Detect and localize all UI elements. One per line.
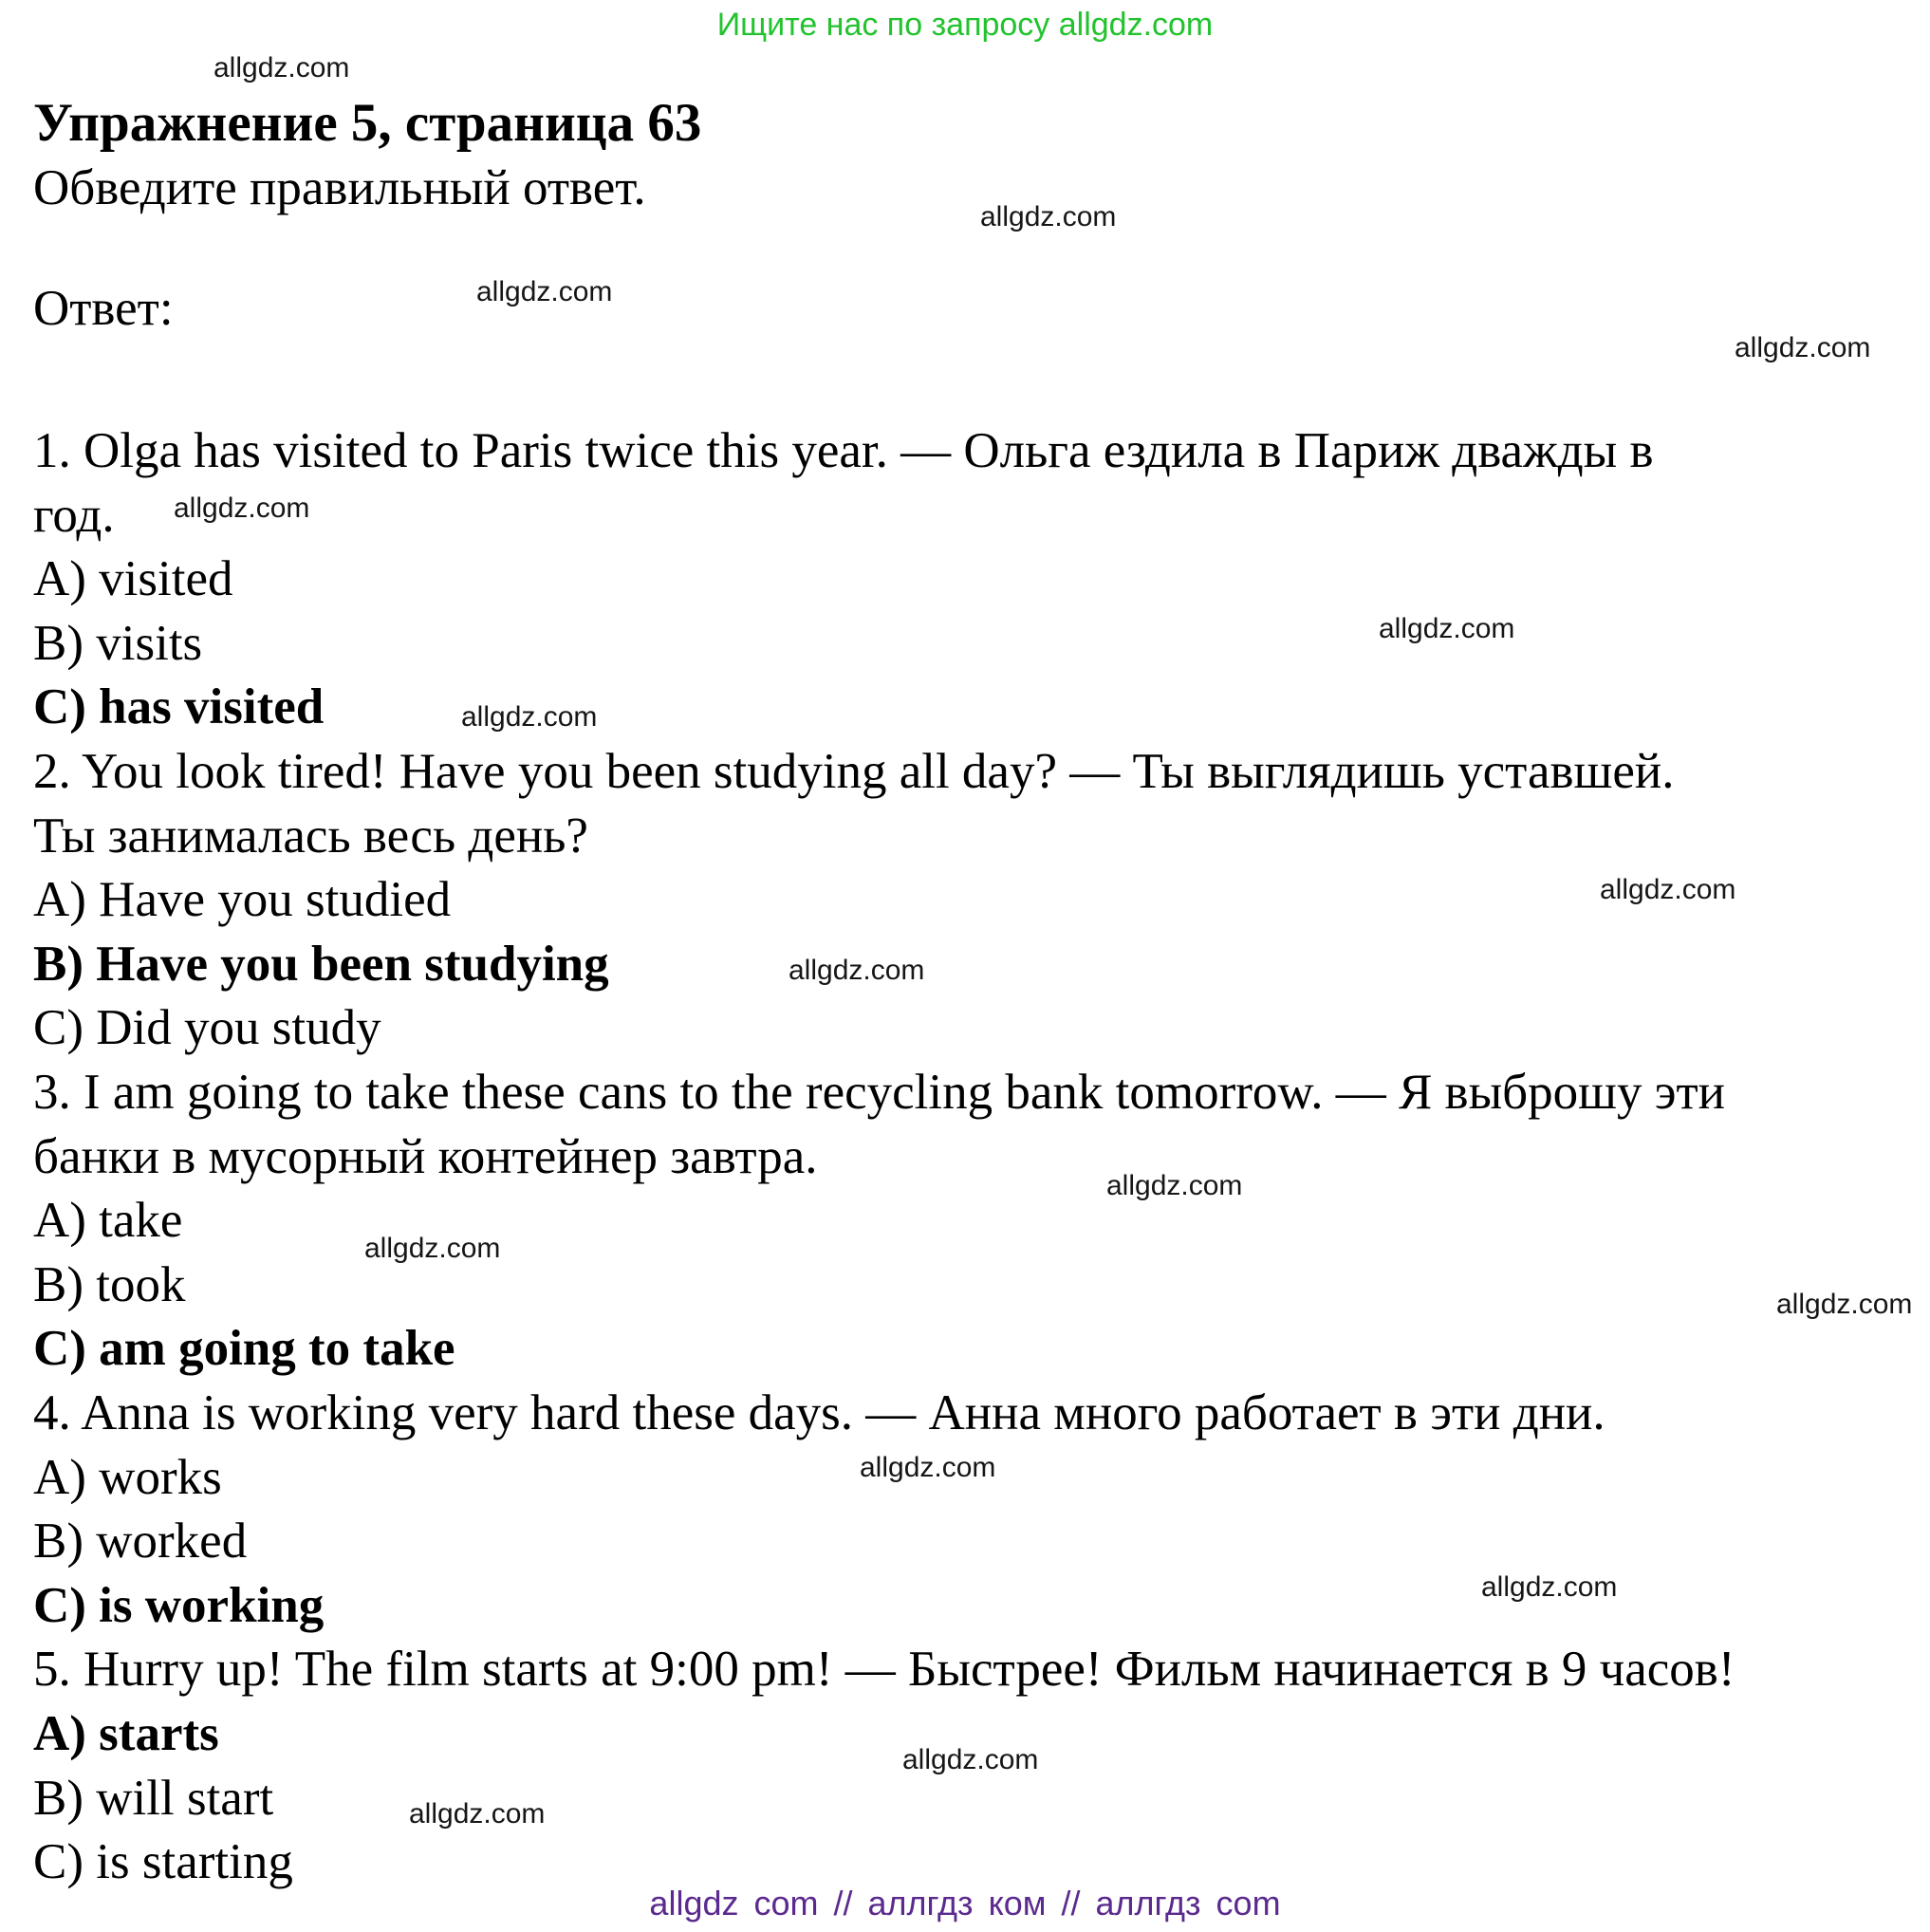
watermark: allgdz.com (980, 201, 1117, 232)
question-2-line-1: 2. You look tired! Have you been studying all day? — Ты выглядишь уставшей. (33, 744, 1675, 799)
answer-label: Ответ: (33, 281, 174, 336)
watermark: allgdz.com (364, 1233, 501, 1264)
question-3-line-2: банки в мусорный контейнер завтра. (33, 1129, 818, 1184)
question-4-line-1: 4. Anna is working very hard these days. — Анна много работает в эти дни. (33, 1385, 1605, 1440)
question-1-option-b: B) visits (33, 616, 203, 671)
watermark: allgdz.com (902, 1744, 1039, 1775)
question-2-option-a: A) Have you studied (33, 872, 452, 927)
question-4-option-a: A) works (33, 1450, 222, 1505)
exercise-instruction: Обведите правильный ответ. (33, 160, 646, 215)
watermark: allgdz.com (461, 701, 598, 733)
promo-banner: Ищите нас по запросу allgdz.com (716, 7, 1214, 43)
question-3-line-1: 3. I am going to take these cans to the recycling bank tomorrow. — Я выброшу эти (33, 1065, 1725, 1120)
question-4-option-b: B) worked (33, 1514, 248, 1569)
watermark: allgdz.com (174, 492, 310, 524)
watermark: allgdz.com (476, 276, 613, 307)
watermark: allgdz.com (1481, 1571, 1618, 1603)
question-5-option-c: C) is starting (33, 1834, 293, 1889)
footer-links: allgdz com // аллгдз ком // аллгдз com (649, 1884, 1281, 1923)
question-5-option-b: B) will start (33, 1771, 274, 1826)
question-2-line-2: Ты занималась весь день? (33, 808, 588, 864)
question-1-option-a: A) visited (33, 551, 233, 606)
watermark: allgdz.com (1379, 613, 1515, 644)
page-title: Упражнение 5, страница 63 (33, 93, 702, 153)
question-3-option-c-correct: C) am going to take (33, 1321, 455, 1376)
question-1-line-1: 1. Olga has visited to Paris twice this year. — Ольга ездила в Париж дважды в (33, 423, 1654, 478)
watermark: allgdz.com (789, 955, 925, 986)
watermark: allgdz.com (860, 1452, 996, 1483)
watermark: allgdz.com (1600, 874, 1736, 905)
question-2-option-b-correct: B) Have you been studying (33, 937, 609, 992)
question-4-option-c-correct: C) is working (33, 1578, 325, 1633)
watermark: allgdz.com (1106, 1170, 1243, 1201)
question-5-option-a-correct: A) starts (33, 1706, 219, 1761)
question-1-line-2: год. (33, 488, 115, 543)
question-1-option-c-correct: C) has visited (33, 679, 325, 734)
watermark: allgdz.com (213, 52, 350, 84)
watermark: allgdz.com (1776, 1289, 1913, 1320)
watermark: allgdz.com (1735, 332, 1871, 363)
watermark: allgdz.com (409, 1798, 546, 1830)
question-3-option-a: A) take (33, 1193, 183, 1248)
question-3-option-b: B) took (33, 1257, 186, 1312)
question-2-option-c: C) Did you study (33, 1000, 381, 1055)
question-5-line-1: 5. Hurry up! The film starts at 9:00 pm! — Быстрее! Фильм начинается в 9 часов! (33, 1642, 1735, 1697)
